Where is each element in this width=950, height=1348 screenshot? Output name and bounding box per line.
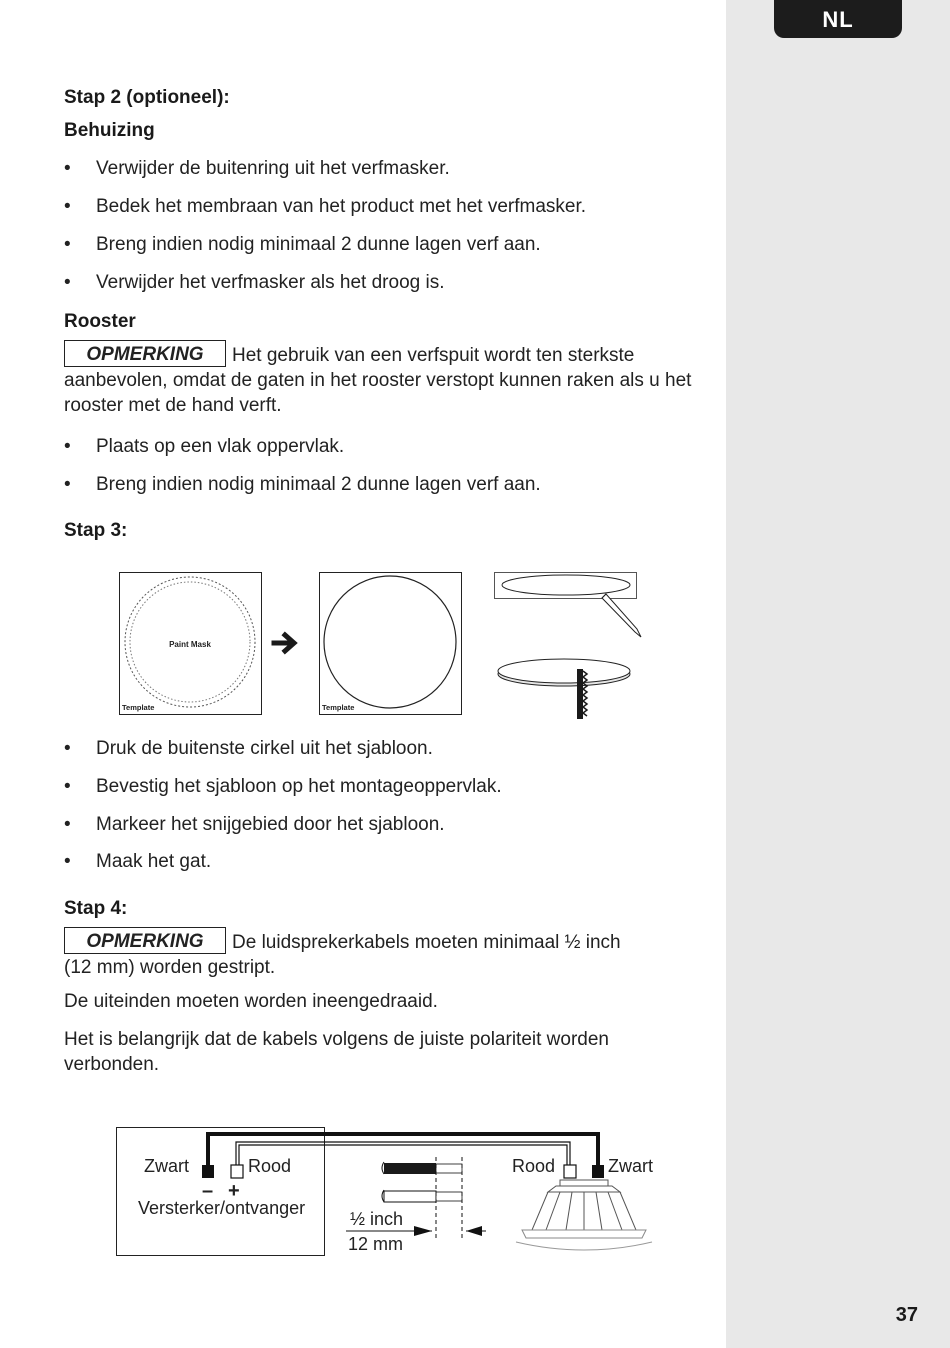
amplifier-label: Versterker/ontvanger: [138, 1198, 306, 1218]
list-item: • Druk de buitenste cirkel uit het sjabloon.: [64, 738, 433, 759]
measure-arrow-right: [466, 1226, 482, 1236]
list-item: • Bedek het membraan van het product met het verfmasker.: [64, 196, 587, 217]
red-terminal-label: Rood: [248, 1156, 292, 1176]
marked-circle: [502, 575, 630, 595]
speaker-black-terminal: [592, 1165, 604, 1178]
half-inch-label: ½ inch: [350, 1209, 404, 1229]
note-label: OPMERKING: [64, 927, 226, 954]
twist-paragraph: De uiteinden moeten worden ineengedraaid.: [64, 991, 438, 1012]
step3-title: Stap 3:: [64, 520, 128, 541]
grille-note: OPMERKING Het gebruik van een verfspuit wordt ten sterkste aanbevolen, omdat de gaten in het rooster verstopt kunnen raken als u het rooster met de hand verft.: [64, 340, 714, 418]
speaker-icon: [516, 1180, 652, 1250]
list-item: • Markeer het snijgebied door het sjabloon.: [64, 814, 445, 835]
black-terminal-label: Zwart: [144, 1156, 189, 1176]
note-label: OPMERKING: [64, 340, 226, 367]
wire-note: OPMERKING De luidsprekerkabels moeten minimaal ½ inch (12 mm) worden gestript.: [64, 927, 714, 980]
measure-arrow-left: [414, 1226, 432, 1236]
speaker-red-label: Rood: [512, 1156, 556, 1176]
plus-label: +: [228, 1180, 240, 1202]
red-terminal: [231, 1165, 243, 1178]
list-item: • Verwijder de buitenring uit het verfmasker.: [64, 158, 450, 179]
speaker-red-terminal: [564, 1165, 576, 1178]
grille-title: Rooster: [64, 311, 136, 332]
list-item: • Breng indien nodig minimaal 2 dunne lagen verf aan.: [64, 474, 541, 495]
stripped-cable-icon: [382, 1162, 462, 1202]
polarity-paragraph: Het is belangrijk dat de kabels volgens de juiste polariteit worden verbonden.: [64, 1029, 609, 1075]
amplifier-box: [117, 1128, 325, 1256]
black-terminal: [202, 1165, 214, 1178]
mm-label: 12 mm: [348, 1234, 404, 1254]
minus-label: –: [202, 1180, 214, 1202]
list-item: • Maak het gat.: [64, 851, 212, 872]
page-number: 37: [895, 1304, 918, 1326]
housing-title: Behuizing: [64, 120, 155, 141]
step2-title: Stap 2 (optioneel):: [64, 87, 230, 108]
template-label: Template: [122, 703, 155, 712]
wiring-diagram: [114, 1122, 674, 1262]
cut-template: [320, 573, 462, 715]
speaker-black-label: Zwart: [608, 1156, 653, 1176]
list-item: • Bevestig het sjabloon op het montageoppervlak.: [64, 776, 502, 797]
step3-illustration: [114, 565, 654, 725]
paint-mask-label: Paint Mask: [169, 640, 211, 649]
side-band: [726, 0, 950, 1348]
cut-disc-top: [498, 659, 630, 683]
step4-title: Stap 4:: [64, 898, 128, 919]
arrow-right-icon: [274, 635, 294, 651]
list-item: • Verwijder het verfmasker als het droog is.: [64, 272, 445, 293]
pencil-icon: [602, 594, 641, 637]
language-tab: NL: [774, 0, 902, 38]
template-label: Template: [322, 703, 355, 712]
list-item: • Plaats op een vlak oppervlak.: [64, 436, 345, 457]
list-item: • Breng indien nodig minimaal 2 dunne lagen verf aan.: [64, 234, 541, 255]
